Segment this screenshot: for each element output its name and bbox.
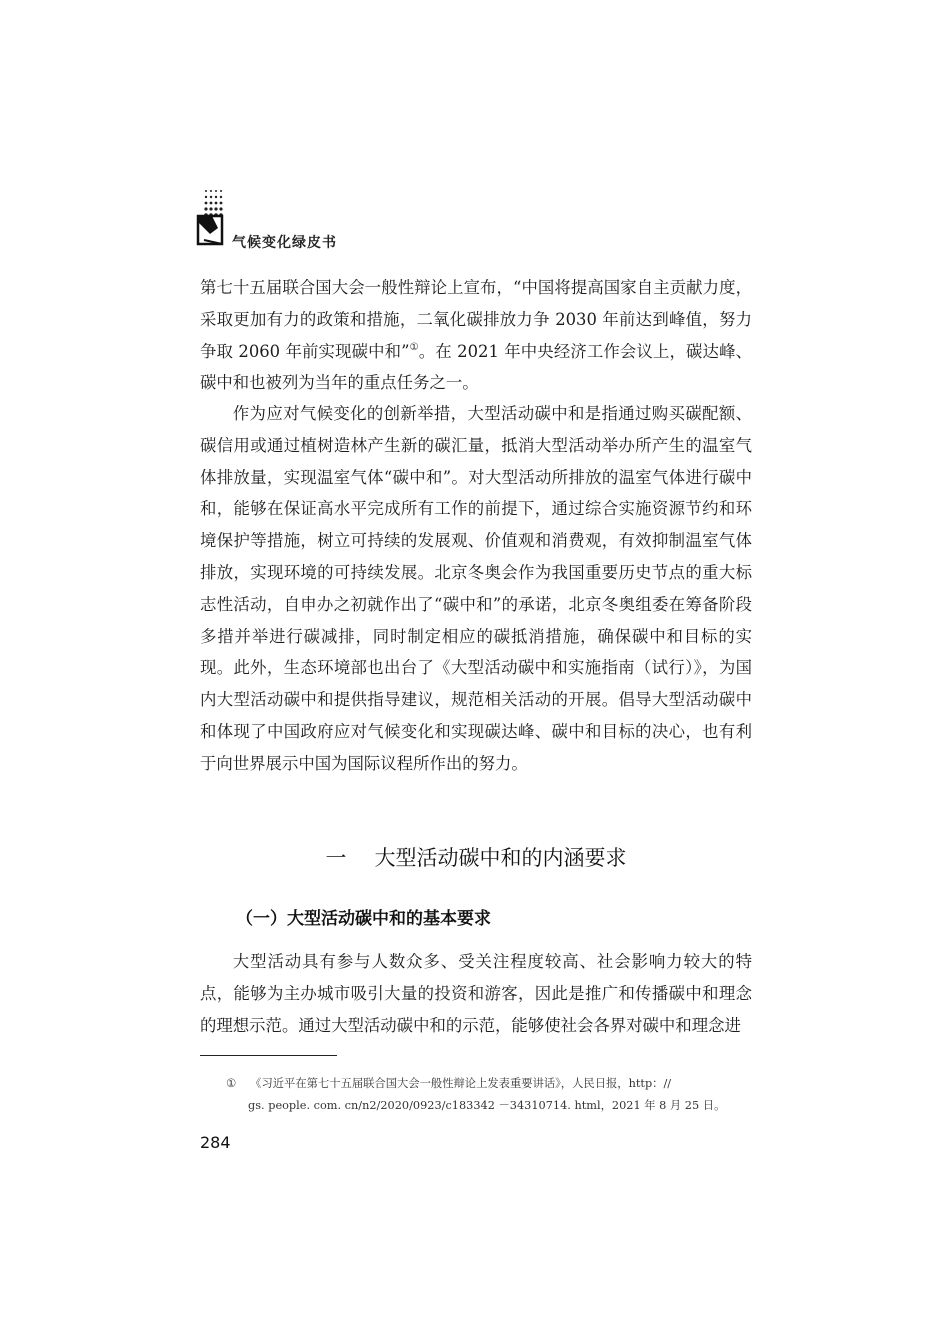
paragraph-1 bbox=[200, 272, 752, 399]
section-heading bbox=[200, 842, 752, 872]
running-header bbox=[196, 188, 396, 258]
footnote-ref[interactable]: ① bbox=[409, 341, 419, 353]
paragraph-3-text: 大型活动具有参与人数众多、受关注程度较高、社会影响力较大的特点，能够为主办城市吸引大量的投资和游客，因此是推广和传播碳中和理念的理想示范。通过大型活动碳中和的示范，能够使社会各界对碳中和理念进 bbox=[200, 952, 752, 1035]
footnote-line-2: gs. people. com. cn/n2/2020/0923/c183342 －34310714. html，2021 年 8 月 25 日。 bbox=[248, 1099, 726, 1112]
subsection-heading: （一）大型活动碳中和的基本要求 bbox=[236, 909, 491, 929]
paragraph-1-text: 第七十五届联合国大会一般性辩论上宣布，“中国将提高国家自主贡献力度，采取更加有力的政策和措施，二氧化碳排放力争 2030 年前达到峰值，努力争取 2060 年前实现碳中和” bbox=[200, 278, 752, 361]
footnote bbox=[226, 1073, 756, 1117]
paragraph-3 bbox=[200, 946, 752, 1041]
paragraph-2-text: 作为应对气候变化的创新举措，大型活动碳中和是指通过购买碳配额、碳信用或通过植树造林产生新的碳汇量，抵消大型活动举办所产生的温室气体排放量，实现温室气体“碳中和”。对大型活动所排放的温室气体进行碳中和，能够在保证高水平完成所有工作的前提下，通过综合实施资源节约和环境保护等措施，树立可持续的发展观、价值观和消费观，有效抑制温室气体排放，实现环境的可持续发展。北京冬奥会作为我国重要历史节点的重大标志性活动，自申办之初就作出了“碳中和”的承诺，北京冬奥组委在筹备阶段多措并举进行碳减排，同时制定相应的碳抵消措施，确保碳中和目标的实现。此外，生态环境部也出台了《大型活动碳中和实施指南（试行）》，为国内大型活动碳中和提供指导建议，规范相关活动的开展。倡导大型活动碳中和体现了中国政府应对气候变化和实现碳达峰、碳中和目标的决心，也有利于向世界展示中国为国际议程所作出的努力。 bbox=[200, 404, 752, 773]
footnote-divider bbox=[200, 1055, 337, 1056]
series-title: 气候变化绿皮书 bbox=[232, 235, 337, 251]
section-title: 大型活动碳中和的内涵要求 bbox=[374, 846, 627, 870]
paragraph-1-tail: 。在 2021 年中央经济工作会议上，碳达峰、碳中和也被列为当年的重点任务之一。 bbox=[200, 341, 753, 393]
section-number: 一 bbox=[325, 846, 347, 870]
book-icon bbox=[196, 214, 226, 246]
footnote-line-1: 《习近平在第七十五届联合国大会一般性辩论上发表重要讲话》，人民日报，http：// bbox=[250, 1077, 672, 1090]
paragraph-2 bbox=[200, 398, 752, 780]
page-number: 284 bbox=[200, 1133, 231, 1152]
footnote-mark: ① bbox=[226, 1077, 237, 1090]
